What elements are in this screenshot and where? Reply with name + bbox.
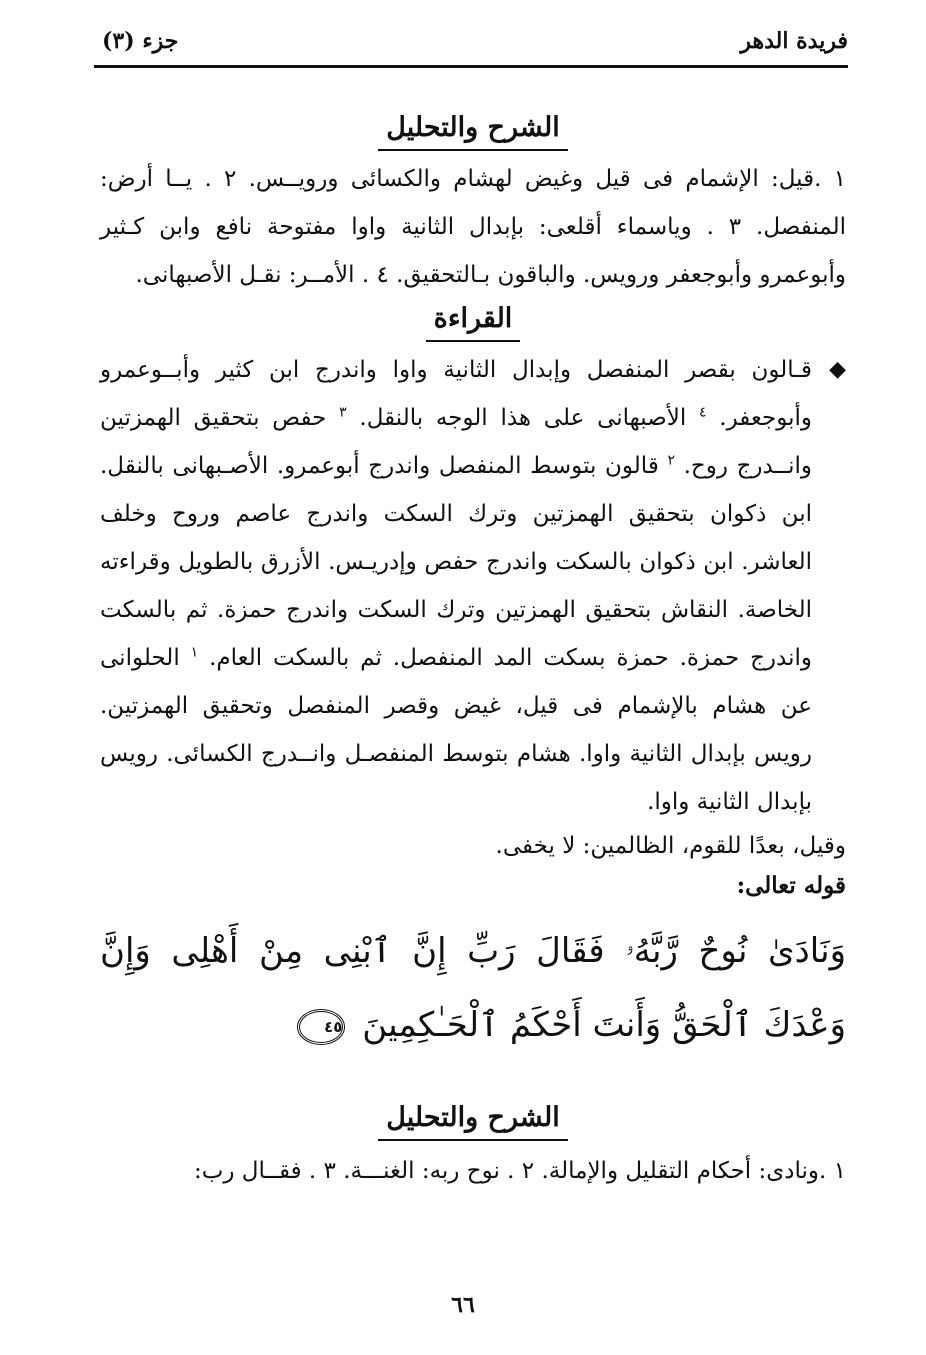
- diamond-bullet-icon: ◆: [829, 357, 846, 383]
- ayah-number-marker: ٤٥: [297, 1009, 345, 1045]
- explanation-heading-1: الشرح والتحليل: [378, 110, 567, 151]
- reading-text-part-3: حفص بتحقيق الهمزتين وانــدرج روح.: [100, 405, 812, 480]
- part-label: جزء (٣): [102, 28, 179, 54]
- reading-heading-wrap: [100, 301, 846, 342]
- reading-text-part-4: قالون بتوسط المنفصل واندرج أبوعمرو. الأصـبهانى بالنقل. ابن ذكوان بتحقيق الهمزتين وترك السكت واندرج عاصم وروح وخلف العاشر. ابن ذكوان بالسكت واندرج حفص وإدريـس. الأزرق بالطويل وقراءته الخاصة. النقاش بتحقيق الهمزتين وترك السكت واندرج حمزة. ثم بالسكت واندرج حمزة. حمزة بسكت المد المنفصل. ثم بالسكت العام.: [100, 453, 813, 672]
- page-content: [100, 100, 846, 1195]
- page-number: ٦٦: [451, 1292, 475, 1318]
- footnote-ref-4: ٤: [699, 404, 707, 421]
- explanation-text-2: ١ .ونادى: أحكام التقليل والإمالة. ٢ . نوح ربه: الغنـــة. ٣ . فقــال رب:: [193, 1158, 846, 1185]
- footnote-ref-2: ٢: [667, 452, 675, 469]
- reading-text-part-5: الحلوانى عن هشام بالإشمام فى قيل، غيض وقصر المنفصل وتحقيق الهمزتين. رويس بإبدال الثانية واوا. هشام بتوسط المنفصـل وانــدرج الكسائى. رويس بإبدال الثانية واوا.: [100, 645, 812, 816]
- quran-verse: [100, 914, 846, 1062]
- explanation-heading-2: الشرح والتحليل: [378, 1100, 567, 1141]
- explanation-text-1: ١ .قيل: الإشمام فى قيل وغيض لهشام والكسائى ورويــس. ٢ . يــا أرض: المنفصل. ٣ . وياسماء أقلعى: بإبدال الثانية واوا مفتوحة نافع وابن كـثير وأبوعمرو وأبوجعفر ورويس. والباقون بـالتحقيق. ٤ . الأمــر: نقـل الأصبهانى.: [100, 166, 846, 289]
- footnote-ref-1: ١: [190, 644, 199, 661]
- verse-text: وَنَادَىٰ نُوحٌ رَّبَّهُۥ فَقَالَ رَبِّ إِنَّ ٱبْنِى مِنْ أَهْلِى وَإِنَّ وَعْدَكَ ٱلْحَقُّ وَأَنتَ أَحْكَمُ ٱلْحَـٰكِمِينَ: [100, 931, 846, 1046]
- reading-heading: القراءة: [426, 301, 521, 342]
- header-divider: [94, 65, 848, 68]
- explanation-heading-1-wrap: [100, 110, 846, 151]
- explanation-heading-2-wrap: [100, 1100, 846, 1141]
- note-line: وقيل، بعدًا للقوم، الظالمين: لا يخفى.: [495, 833, 846, 860]
- quote-label: قوله تعالى:: [736, 872, 846, 900]
- footnote-ref-3: ٣: [339, 404, 347, 421]
- reading-text-part-1: قـالون بقصر المنفصل وإبدال الثانية واوا واندرج ابن كثير وأبــوعمرو وأبوجعفر.: [100, 357, 813, 432]
- reading-text-part-2: الأصبهانى على هذا الوجه بالنقل.: [359, 405, 687, 432]
- page-header: [96, 22, 848, 62]
- book-title: فريدة الدهر: [740, 28, 848, 54]
- reading-paragraph: [100, 346, 846, 826]
